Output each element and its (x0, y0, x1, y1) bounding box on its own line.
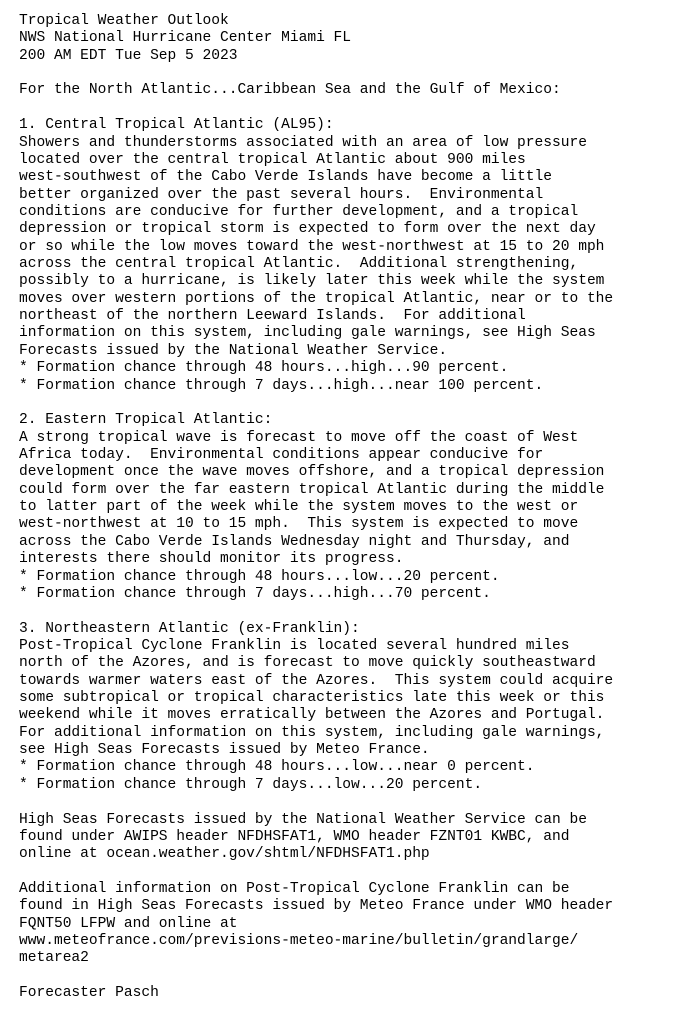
system-2-text-line: to latter part of the week while the system moves to the west or (19, 499, 579, 516)
region-line: For the North Atlantic...Caribbean Sea and the Gulf of Mexico: (19, 82, 561, 99)
system-1-text-line: west-southwest of the Cabo Verde Islands have become a little (19, 169, 552, 186)
system-1-text-line: northeast of the northern Leeward Islands. For additional (19, 308, 526, 325)
system-3-text-line: see High Seas Forecasts issued by Meteo France. (19, 742, 430, 759)
high-seas-note-line: online at ocean.weather.gov/shtml/NFDHSFAT1.php (19, 846, 430, 863)
system-3-chance-48h: * Formation chance through 48 hours...low...near 0 percent. (19, 759, 535, 776)
system-2-text-line: A strong tropical wave is forecast to move off the coast of West (19, 429, 579, 446)
high-seas-note-line: found under AWIPS header NFDHSFAT1, WMO header FZNT01 KWBC, and (19, 828, 570, 845)
system-1-text-line: Showers and thunderstorms associated with an area of low pressure (19, 134, 587, 151)
system-1-text-line: better organized over the past several hours. Environmental (19, 186, 544, 203)
blank-line (19, 968, 666, 985)
system-1-text-line: conditions are conducive for further development, and a tropical (19, 203, 579, 220)
system-1-text-line: information on this system, including gale warnings, see High Seas (19, 325, 596, 342)
system-3-text-line: towards warmer waters east of the Azores. This system could acquire (19, 672, 614, 689)
system-1-heading: 1. Central Tropical Atlantic (AL95): (19, 117, 334, 134)
blank-line (19, 864, 666, 881)
blank-line (19, 395, 666, 412)
franklin-note-line: metarea2 (19, 950, 89, 967)
system-2-text-line: development once the wave moves offshore, and a tropical depression (19, 464, 605, 481)
office-line: NWS National Hurricane Center Miami FL (19, 30, 352, 47)
system-2-chance-48h: * Formation chance through 48 hours...low...20 percent. (19, 568, 500, 585)
system-2-text-line: west-northwest at 10 to 15 mph. This system is expected to move (19, 516, 579, 533)
system-2-text-line: could form over the far eastern tropical Atlantic during the middle (19, 481, 605, 498)
system-3-text-line: For additional information on this system, including gale warnings, (19, 724, 605, 741)
franklin-note-line: FQNT50 LFPW and online at (19, 915, 238, 932)
system-2-text-line: interests there should monitor its progress. (19, 551, 404, 568)
system-1-text-line: depression or tropical storm is expected to form over the next day (19, 221, 596, 238)
blank-line (19, 100, 666, 117)
franklin-note-line: Additional information on Post-Tropical Cyclone Franklin can be (19, 880, 570, 897)
system-2-text-line: Africa today. Environmental conditions appear conducive for (19, 446, 544, 463)
system-1-text-line: across the central tropical Atlantic. Additional strengthening, (19, 256, 579, 273)
system-1-text-line: possibly to a hurricane, is likely later this week while the system (19, 273, 605, 290)
system-3-text-line: weekend while it moves erratically between the Azores and Portugal. (19, 707, 605, 724)
high-seas-note-line: High Seas Forecasts issued by the National Weather Service can be (19, 811, 587, 828)
system-2-chance-7d: * Formation chance through 7 days...high...70 percent. (19, 585, 491, 602)
blank-line (19, 603, 666, 620)
franklin-note-line: found in High Seas Forecasts issued by Meteo France under WMO header (19, 898, 614, 915)
system-3-chance-7d: * Formation chance through 7 days...low...20 percent. (19, 776, 483, 793)
system-2-heading: 2. Eastern Tropical Atlantic: (19, 412, 273, 429)
forecaster-signature: Forecaster Pasch (19, 985, 159, 1002)
blank-line (19, 65, 666, 82)
system-1-chance-7d: * Formation chance through 7 days...high...near 100 percent. (19, 377, 544, 394)
system-1-text-line: located over the central tropical Atlantic about 900 miles (19, 151, 526, 168)
blank-line (19, 794, 666, 811)
system-2-text-line: across the Cabo Verde Islands Wednesday night and Thursday, and (19, 533, 570, 550)
system-3-text-line: Post-Tropical Cyclone Franklin is located several hundred miles (19, 637, 570, 654)
system-3-text-line: some subtropical or tropical characteristics late this week or this (19, 690, 605, 707)
system-1-text-line: moves over western portions of the tropical Atlantic, near or to the (19, 290, 614, 307)
system-1-text-line: Forecasts issued by the National Weather Service. (19, 342, 448, 359)
system-3-text-line: north of the Azores, and is forecast to move quickly southeastward (19, 655, 596, 672)
system-3-heading: 3. Northeastern Atlantic (ex-Franklin): (19, 620, 360, 637)
franklin-note-line: www.meteofrance.com/previsions-meteo-marine/bulletin/grandlarge/ (19, 933, 579, 950)
system-1-chance-48h: * Formation chance through 48 hours...high...90 percent. (19, 360, 509, 377)
issued-time-line: 200 AM EDT Tue Sep 5 2023 (19, 47, 238, 64)
title-line: Tropical Weather Outlook (19, 13, 229, 29)
system-1-text-line: or so while the low moves toward the west-northwest at 15 to 20 mph (19, 238, 605, 255)
